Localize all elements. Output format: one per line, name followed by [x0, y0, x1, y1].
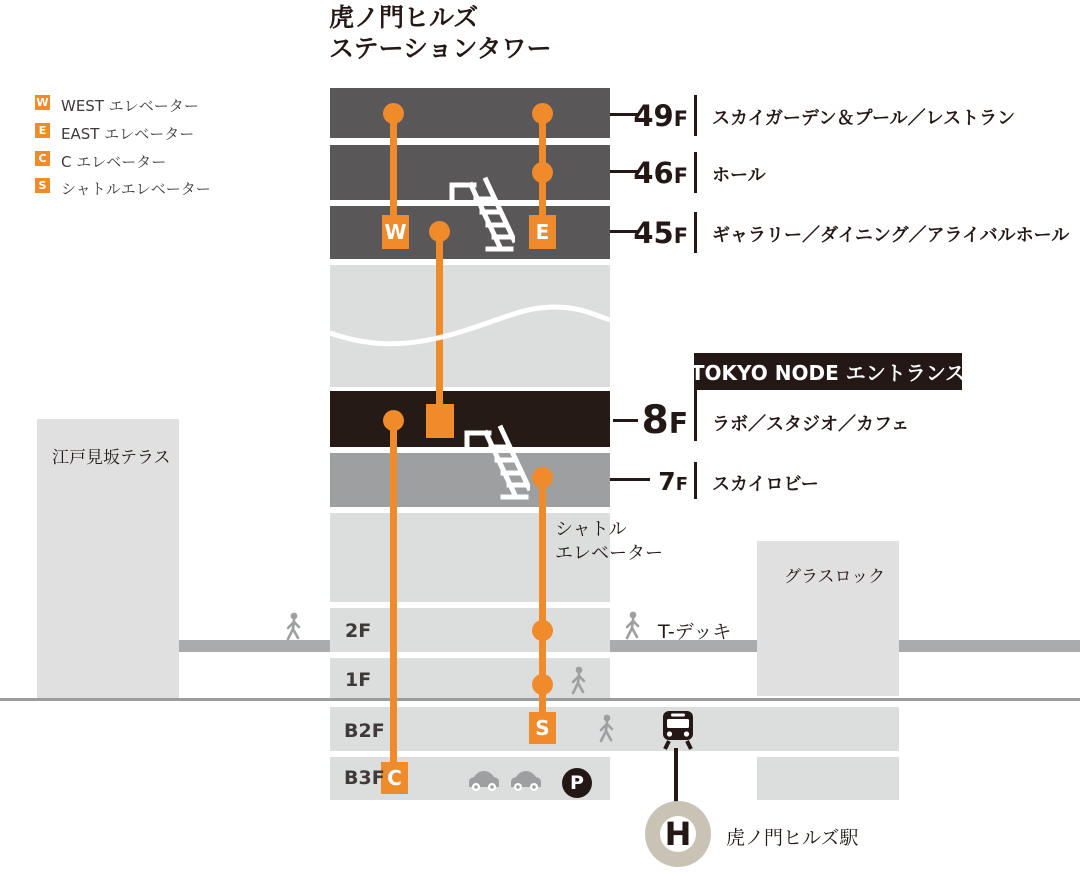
c-elevator-line — [390, 420, 397, 770]
bar-8f — [694, 390, 697, 441]
shuttle-line-1f-dot — [532, 674, 553, 695]
glass-rock-label: グラスロック — [784, 567, 886, 587]
t-deck-band-far-right — [899, 640, 1080, 652]
floor-desc-49f: スカイガーデン＆プール／レストラン — [712, 108, 1016, 129]
escalator-icon-45f — [445, 175, 515, 259]
station-label: 虎ノ門ヒルズ駅 — [726, 827, 859, 849]
terrace-label: 江戸見坂テラス — [52, 448, 171, 468]
floor-break-wave — [330, 265, 610, 387]
station-connector-line — [674, 748, 678, 802]
page-title — [329, 2, 552, 64]
west-elevator-marker: W — [382, 215, 409, 249]
floor-number-46f: 46F — [633, 156, 688, 190]
floor-number-49f: 49F — [633, 99, 688, 133]
tokyo-node-entrance-badge: TOKYO NODE エントランス — [694, 353, 962, 390]
legend-c-elevator-icon: C — [35, 151, 50, 166]
legend-west-label: WEST エレベーター — [61, 97, 199, 115]
legend-west-elevator-icon: W — [36, 96, 49, 109]
c-line-top-dot — [383, 410, 404, 431]
band-49f — [330, 88, 610, 138]
bar-46f — [694, 152, 697, 193]
east-line-top-dot — [532, 103, 553, 124]
floor-number-7f: 7F — [658, 467, 688, 496]
floor-number-8f: 8F — [641, 398, 688, 443]
floor-desc-7f: スカイロビー — [712, 474, 819, 495]
legend-shuttle-elevator-icon: S — [35, 178, 50, 193]
station-icon — [645, 801, 711, 867]
escalator-icon-8f — [460, 423, 530, 507]
band-mid-floors — [330, 265, 610, 387]
shuttle-elevator-marker: S — [529, 712, 556, 744]
bar-7f — [694, 462, 697, 499]
title-line2: ステーションタワー — [329, 34, 552, 63]
pedestrian-icon-t-deck — [622, 611, 644, 641]
pedestrian-icon-1f — [568, 666, 590, 696]
floor-label-1f: 1F — [345, 669, 372, 691]
node-shuttle-cab — [426, 404, 454, 438]
t-deck-band-left — [179, 640, 330, 652]
title-line1: 虎ノ門ヒルズ — [329, 3, 479, 32]
shuttle-line-2f-dot — [532, 620, 553, 641]
floor-label-b3f: B3F — [344, 767, 385, 789]
pedestrian-icon-b2f — [596, 714, 618, 744]
west-elevator-line — [390, 113, 397, 217]
legend-shuttle-label: シャトルエレベーター — [61, 180, 211, 198]
b3f-right-block — [757, 757, 899, 800]
band-2f — [330, 608, 610, 652]
legend-east-label: EAST エレベーター — [61, 125, 195, 143]
floor-desc-8f: ラボ／スタジオ／カフェ — [712, 414, 910, 435]
c-elevator-marker: C — [381, 762, 408, 794]
car-icon-1 — [467, 770, 501, 792]
t-deck-label: T-デッキ — [658, 621, 732, 643]
car-icon-2 — [509, 770, 543, 792]
glass-rock-block — [757, 541, 899, 696]
station-h-letter: H — [660, 816, 696, 852]
floor-label-b2f: B2F — [344, 720, 385, 742]
bar-45f — [694, 212, 697, 253]
shuttle-line-7f-dot — [532, 467, 553, 488]
pedestrian-icon-2f-left — [283, 612, 305, 642]
east-line-46f-dot — [532, 162, 553, 183]
legend-c-label: C エレベーター — [61, 153, 167, 171]
floor-desc-46f: ホール — [712, 165, 766, 186]
floor-label-2f: 2F — [345, 620, 372, 642]
edomizaka-terrace-block — [37, 419, 179, 700]
floor-number-45f: 45F — [633, 216, 688, 250]
east-elevator-marker: E — [529, 215, 556, 249]
floor-desc-45f: ギャラリー／ダイニング／アライバルホール — [712, 225, 1070, 246]
west-line-top-dot — [383, 103, 404, 124]
bar-49f — [694, 95, 697, 136]
shuttle-elevator-callout: シャトル エレベーター — [555, 519, 663, 564]
legend-east-elevator-icon: E — [35, 123, 50, 138]
train-icon — [659, 710, 697, 750]
parking-icon: P — [562, 768, 592, 798]
